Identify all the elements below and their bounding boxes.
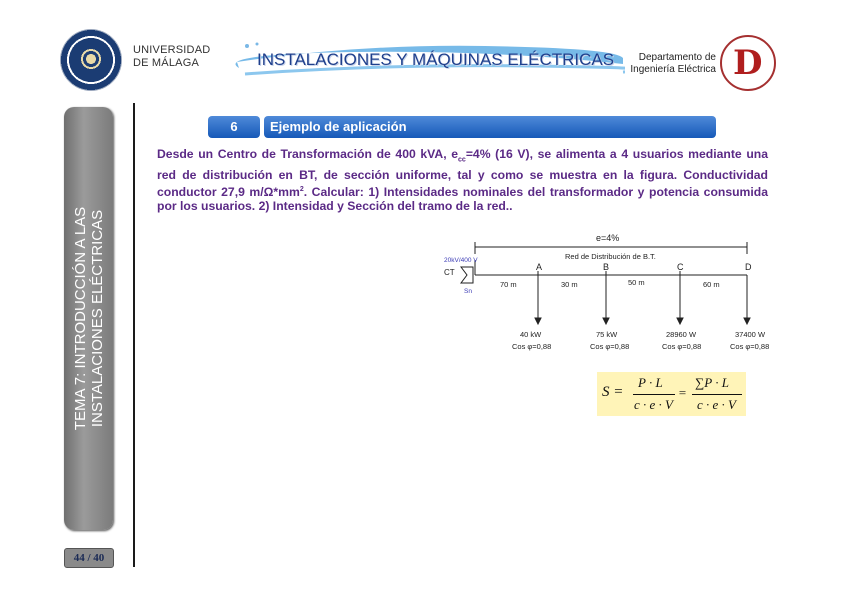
topic-title-line2: INSTALACIONES ELÉCTRICAS — [88, 209, 106, 428]
load-d-pf: Cos φ=0,88 — [730, 342, 770, 351]
course-title: INSTALACIONES Y MÁQUINAS ELÉCTRICAS — [257, 50, 615, 69]
node-b: B — [603, 262, 610, 272]
formula-equals: = — [678, 385, 687, 400]
section-number-badge: 6 — [208, 116, 260, 138]
load-c-pf: Cos φ=0,88 — [662, 342, 702, 351]
problem-subscript: cc — [458, 156, 466, 164]
university-seal-logo — [60, 29, 122, 91]
distribution-network-diagram — [440, 230, 780, 360]
university-name — [133, 44, 210, 70]
transformer-voltage: 20kV/400 V — [444, 257, 478, 264]
formula-numerator-1: P · L — [638, 375, 663, 390]
segment-length-4: 60 m — [703, 280, 720, 289]
load-a-pf: Cos φ=0,88 — [512, 342, 552, 351]
page-number: 44 / 40 — [64, 548, 114, 568]
sn-label: Sn — [464, 288, 472, 295]
fraction-bar-1 — [633, 394, 675, 395]
university-name-line1: UNIVERSIDAD — [133, 44, 211, 56]
problem-statement — [157, 147, 768, 214]
department-name-line1: Departamento de — [638, 52, 716, 63]
department-name — [616, 52, 716, 76]
university-name-line2: DE MÁLAGA — [133, 57, 199, 69]
topic-sidebar — [64, 107, 113, 530]
problem-text-part2: =4% (16 V), se alimenta a 4 usuarios mediante una red de distribución en BT, de sección uniforme, tal y como se muestra en la figura. Conductividad conductor 27,9 m/Ω*mm — [157, 147, 768, 199]
department-logo-letter: D — [733, 43, 763, 83]
vertical-divider — [133, 103, 135, 567]
load-d-power: 37400 W — [735, 330, 766, 339]
section-title-bar: Ejemplo de aplicación — [264, 116, 716, 138]
formula-denominator-1: c · e · V — [634, 397, 673, 412]
network-label: Red de Distribución de B.T. — [565, 252, 656, 261]
formula-denominator-2: c · e · V — [697, 397, 736, 412]
formula-numerator-2: ∑P · L — [695, 375, 729, 390]
problem-superscript: 2 — [299, 185, 304, 193]
fraction-bar-2 — [692, 394, 742, 395]
topic-title-line1: TEMA 7: INTRODUCCIÓN A LAS — [71, 206, 89, 431]
problem-text-part3: . Calcular: 1) Intensidades nominales del transformador y potencia consumida por los usuarios. 2) Intensidad y Sección del tramo de la red.. — [157, 184, 769, 214]
voltage-drop-label: e=4% — [596, 233, 620, 243]
node-a: A — [536, 262, 543, 272]
segment-length-2: 30 m — [561, 280, 578, 289]
transformer-icon — [461, 267, 473, 283]
load-c-power: 28960 W — [666, 330, 697, 339]
segment-length-3: 50 m — [628, 278, 645, 287]
formula-lhs: S = — [602, 384, 624, 400]
node-c: C — [677, 262, 684, 272]
load-b-pf: Cos φ=0,88 — [590, 342, 630, 351]
load-a-power: 40 kW — [520, 330, 542, 339]
department-seal-logo — [720, 35, 776, 91]
node-d: D — [745, 262, 752, 272]
department-name-line2: Ingeniería Eléctrica — [630, 64, 716, 75]
problem-text-part1: Desde un Centro de Transformación de 400 kVA, e — [157, 147, 459, 161]
topic-title — [64, 107, 113, 530]
load-b-power: 75 kW — [596, 330, 618, 339]
segment-length-1: 70 m — [500, 280, 517, 289]
ct-label: CT — [444, 268, 455, 277]
